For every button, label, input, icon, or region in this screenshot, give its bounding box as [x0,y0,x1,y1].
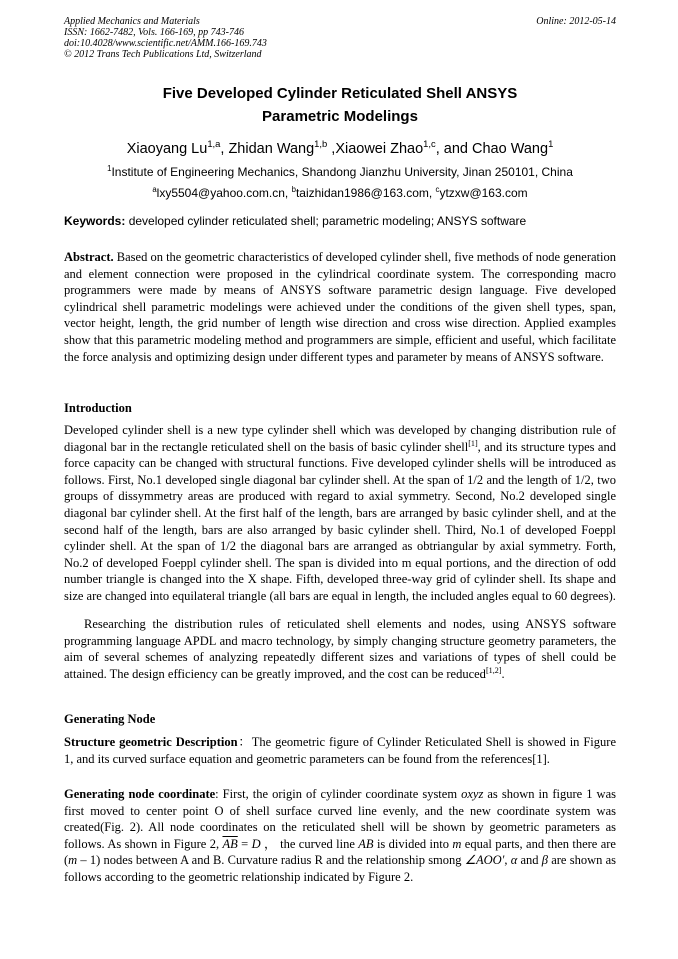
paragraph-text: ， the curved line [260,836,359,851]
email-link[interactable]: taizhidan1986@163.com, [295,186,436,200]
author-sup: 1,b [314,138,328,150]
paragraph-text: Developed cylinder shell is a new type cylinder shell which was developed by changing distribution rule of diagonal bar in the rectangle reticulated shell on the basis of basic cylinder shell [64,423,616,454]
structure-colon: ： [237,735,252,749]
author-sep: , and [435,141,473,157]
paragraph-text: are shown as follows according to the geometric relationship indicated by Figure 2. [64,853,616,884]
generating-node-heading: Generating Node [64,712,156,726]
author-name: Chao Wang [472,141,549,157]
journal-name: Applied Mechanics and Materials [64,16,200,27]
math-arc-ab: $\overline{AB}$ [222,836,238,851]
affiliation [64,164,616,180]
author-sep: , [327,141,336,157]
journal-doi: doi:10.4028/www.scientific.net/AMM.166-169.743 [64,38,267,49]
introduction-heading: Introduction [64,401,132,415]
keywords [64,213,616,229]
keywords-text: developed cylinder reticulated shell; parametric modeling; ANSYS software [125,214,527,228]
paragraph-text: : First, the origin of cylinder coordinate system [215,787,462,801]
author-sup: 1 [548,138,554,150]
math-m: m [452,836,462,851]
affiliation-sup: 1 [107,164,112,173]
author-name: Xiaowei Zhao [335,141,424,157]
math-alpha: α [510,853,518,868]
email-sup: a [152,185,157,194]
math-equals: = [237,836,252,851]
math-m: m [68,853,78,868]
math-ab: AB [358,836,374,851]
email-sup: b [291,185,296,194]
structure-label: Structure geometric Description [64,735,238,749]
author-sup: 1,a [207,138,221,150]
paragraph-text: equal parts, and then there are ( [64,836,616,868]
paragraph-text: Researching the distribution rules of reticulated shell elements and nodes, using ANSYS software programming language APDL and macro technology, by simply changing structure geometry parameters, the aim of several schemes of analyzing repeatedly different sizes and variations of types of shell could be attained. The design efficiency can be greatly improved, and the cost can be reduced [64,617,616,681]
author-list [64,139,616,159]
email-link[interactable]: ytzxw@163.com [439,186,528,200]
online-date: Online: 2012-05-14 [536,16,616,27]
author-sup: 1,c [423,138,436,150]
journal-copyright: © 2012 Trans Tech Publications Ltd, Switzerland [64,49,262,60]
paragraph-text: – 1) nodes between A and B. Curvature radius R and the relationship smong [77,853,465,868]
math-oxyz: oxyz [461,787,484,801]
node-coordinate-label: Generating node coordinate [64,787,216,801]
math-beta: β [541,853,548,868]
author-sep: , [220,141,229,157]
author-name: Zhidan Wang [228,141,315,157]
paragraph-text: as shown in figure 1 was first moved to center point O of shell surface curved line evenly, and the new coordinate system was created(Fig. 2). All node coordinates on the reticulated shell will be shown by geometric parameters as follows. As shown in Figure 2, [64,787,616,851]
keywords-label: Keywords: [64,214,126,228]
email-sup: c [435,185,440,194]
introduction-paragraph-2 [64,616,616,682]
title-line-1: Five Developed Cylinder Reticulated Shell ANSYS [162,85,518,102]
paragraph-text: , and its structure types and force capacity can be changed with structural functions. Five developed cylinder shells will be introduced as follows. First, No.1 developed single diagonal bar cylinder shell. At the span of 1/2 and the length of 1/2, two groups of dissymmetry areas are produced with regard to axial symmetry. Second, No.2 developed single diagonal bar cylinder shell. At the first half of the length, bars are arranged by basic cylinder shell, and at the second half of the length, bars are also arranged by basic cylinder shell. Third, No.1 of developed Foeppl cylinder shell. At the span of 1/2 the diagonal bars are arranged as obtriangular by axial symmetry. Forth, No.2 of developed Foeppl cylinder shell. The span is divided into m equal portions, and the direction of odd number triangle is changed into the X shape. Fifth, developed three-way grid of cylinder shell. Its shape and size are changed into equilateral triangle (all bars are equal in length, the included angles equal to 60 degrees). [64,439,616,603]
email-link[interactable]: lxy5504@yahoo.com.cn, [156,186,292,200]
citation-ref[interactable]: [1,2] [485,665,502,675]
structure-description-paragraph [64,734,616,767]
paragraph-text: and [517,853,542,868]
affiliation-text: Institute of Engineering Mechanics, Shandong Jianzhu University, Jinan 250101, China [111,165,573,179]
title-line-2: Parametric Modelings [262,108,418,125]
math-angle: ∠AOO' [464,853,505,868]
abstract-paragraph [64,249,616,365]
math-d: D [251,836,261,851]
abstract-label: Abstract. [64,250,114,264]
abstract-text: Based on the geometric characteristics of developed cylinder shell, five methods of node generation and element connection were proposed in the cylindrical coordinate system. The corresponding macro programmers were made by means of ANSYS software parametric design language. Five developed cylindrical shell parametric modelings were achieved under the conditions of the given shell types, span, vector height, length, the grid number of length wise direction and cross wise direction. Applied examples show that this parametric modeling method and programmers are simple, efficient and useful, which facilitate the force analysis and optimizing design under different types and parameter by means of ANSYS software. [64,250,616,364]
paragraph-text: is divided into [373,836,453,851]
paragraph-text: . [501,666,505,681]
author-name: Xiaoyang Lu [126,141,208,157]
author-emails [64,185,616,201]
node-coordinate-paragraph [64,786,616,886]
paper-title [64,82,616,128]
paragraph-text: , [504,853,511,868]
journal-issn: ISSN: 1662-7482, Vols. 166-169, pp 743-746 [64,27,244,38]
journal-header [64,16,616,60]
structure-text: The geometric figure of Cylinder Reticulated Shell is showed in Figure 1, and its curved surface equation and geometric parameters can be found from the references[1]. [64,735,616,766]
citation-ref[interactable]: [1] [468,438,478,448]
introduction-paragraph-1 [64,422,616,605]
